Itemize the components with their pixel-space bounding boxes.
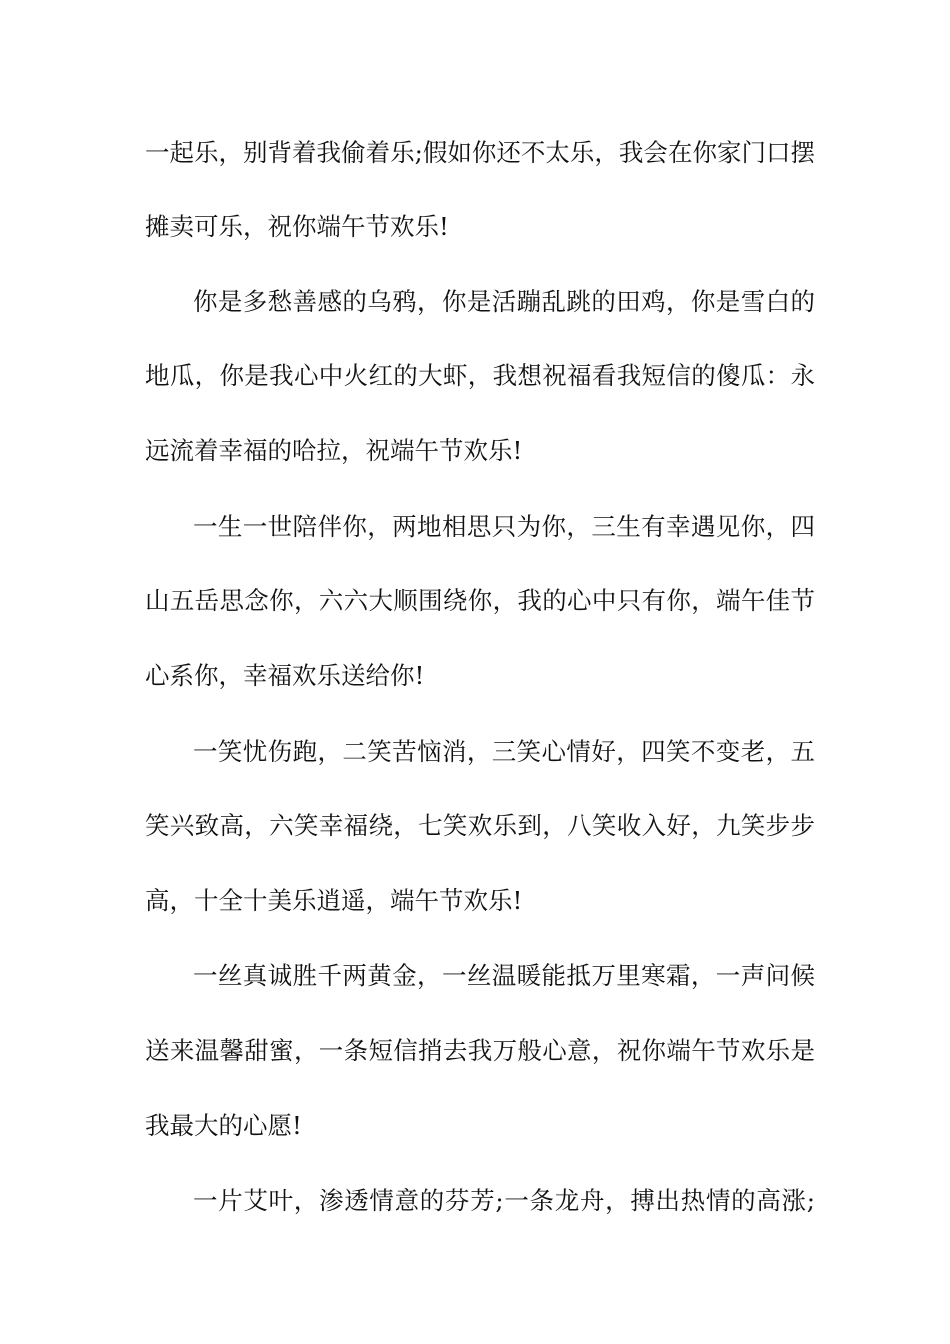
paragraph-first-line: 你是多愁善感的乌鸦，你是活蹦乱跳的田鸡，你是雪白的 (193, 287, 815, 316)
text-line: 送来温馨甜蜜，一条短信捎去我万般心意，祝你端午节欢乐是 (145, 1036, 815, 1065)
text-line: 笑兴致高，六笑幸福绕，七笑欢乐到，八笑收入好，九笑步步 (145, 811, 815, 840)
text-line: 高，十全十美乐逍遥，端午节欢乐! (145, 886, 523, 915)
paragraph-first-line: 一笑忧伤跑，二笑苦恼消，三笑心情好，四笑不变老，五 (193, 737, 815, 766)
text-line: 远流着幸福的哈拉，祝端午节欢乐! (145, 436, 523, 465)
text-line: 地瓜，你是我心中火红的大虾，我想祝福看我短信的傻瓜：永 (145, 361, 815, 390)
text-line: 摊卖可乐，祝你端午节欢乐! (145, 212, 449, 241)
text-line: 心系你，幸福欢乐送给你! (145, 661, 425, 690)
text-line: 山五岳思念你，六六大顺围绕你，我的心中只有你，端午佳节 (145, 586, 815, 615)
paragraph-first-line: 一生一世陪伴你，两地相思只为你，三生有幸遇见你，四 (193, 512, 815, 541)
paragraph-first-line: 一丝真诚胜千两黄金，一丝温暖能抵万里寒霜，一声问候 (193, 961, 815, 990)
text-line: 一起乐，别背着我偷着乐;假如你还不太乐，我会在你家门口摆 (145, 138, 815, 167)
paragraph-first-line: 一片艾叶，渗透情意的芬芳;一条龙舟，搏出热情的高涨; (193, 1186, 815, 1215)
text-line: 我最大的心愿! (145, 1111, 302, 1140)
